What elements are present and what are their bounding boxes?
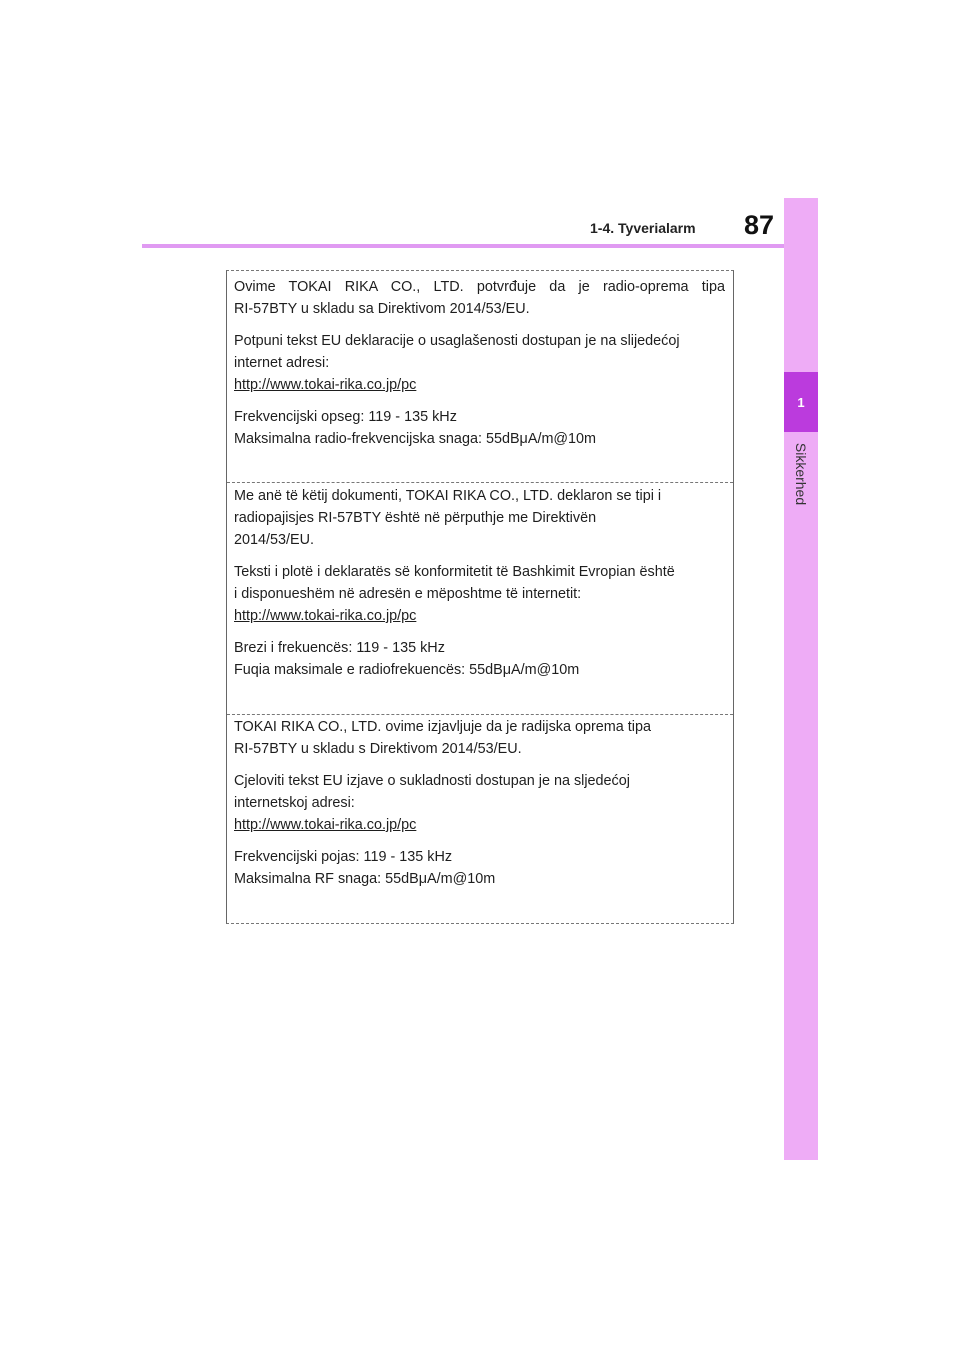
max-power: Maksimalna radio-frekvencijska snaga: 55dBμA/m@10m [234, 431, 597, 447]
frequency-range: Brezi i frekuencës: 119 - 135 kHz [234, 640, 445, 656]
declaration-bosnian [227, 276, 733, 450]
chapter-number: 1 [797, 394, 805, 410]
chapter-number-box [784, 372, 818, 432]
frequency-range: Frekvencijski pojas: 119 - 135 kHz [234, 849, 453, 865]
statement-line-2: RI-57BTY u skladu sa Direktivom 2014/53/EU. [234, 301, 530, 317]
statement-line-2: radiopajisjes RI-57BTY është në përputhje me Direktivën [234, 510, 597, 526]
statement-line-1: Me anë të këtij dokumenti, TOKAI RIKA CO., LTD. deklaron se tipi i [234, 488, 662, 504]
chapter-side-tab [784, 198, 818, 1160]
statement-line-2: RI-57BTY u skladu s Direktivom 2014/53/EU. [234, 741, 522, 757]
max-power: Maksimalna RF snaga: 55dBμA/m@10m [234, 871, 496, 887]
statement-line-1: TOKAI RIKA CO., LTD. ovime izjavljuje da je radijska oprema tipa [234, 719, 651, 735]
declaration-url-link[interactable]: http://www.tokai-rika.co.jp/pc [234, 377, 417, 393]
declaration-box [226, 270, 734, 924]
fulltext-line-2: i disponueshëm në adresën e mëposhtme të internetit: [234, 586, 582, 602]
fulltext-line-2: internetskoj adresi: [234, 795, 355, 811]
fulltext-line-1: Potpuni tekst EU deklaracije o usaglašenosti dostupan je na slijedećoj [234, 333, 680, 349]
section-title: 1-4. Tyverialarm [590, 220, 696, 236]
frequency-range: Frekvencijski opseg: 119 - 135 kHz [234, 409, 457, 425]
fulltext-line-1: Cjeloviti tekst EU izjave o sukladnosti dostupan je na sljedećoj [234, 773, 630, 789]
section-divider [227, 482, 733, 483]
declaration-url-link[interactable]: http://www.tokai-rika.co.jp/pc [234, 817, 417, 833]
declaration-albanian [227, 485, 733, 681]
chapter-label: Sikkerhed [793, 442, 809, 506]
max-power: Fuqia maksimale e radiofrekuencës: 55dBμA/m@10m [234, 662, 580, 678]
declaration-url-link[interactable]: http://www.tokai-rika.co.jp/pc [234, 608, 417, 624]
statement-line-1: Ovime TOKAI RIKA CO., LTD. potvrđuje da je radio-oprema tipa [234, 279, 725, 295]
statement-line-3: 2014/53/EU. [234, 532, 315, 548]
fulltext-line-2: internet adresi: [234, 355, 330, 371]
header-rule [142, 244, 784, 248]
page-number: 87 [744, 210, 775, 240]
declaration-croatian [227, 716, 733, 890]
section-divider [227, 714, 733, 715]
fulltext-line-1: Teksti i plotë i deklaratës së konformitetit të Bashkimit Evropian është [234, 564, 675, 580]
